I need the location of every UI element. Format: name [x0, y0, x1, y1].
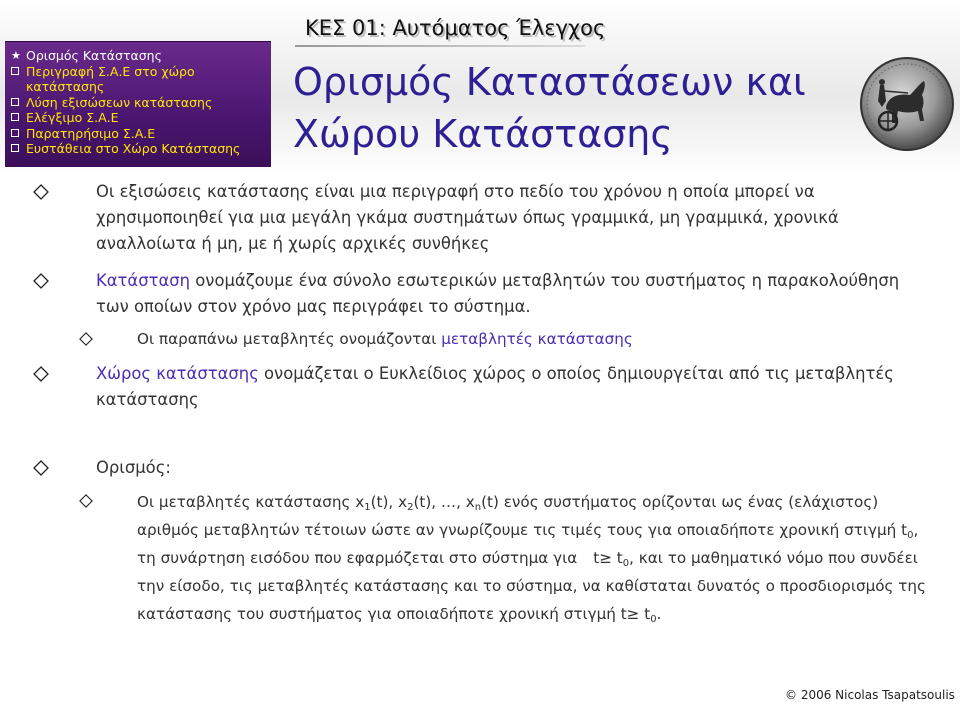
diamond-bullet-icon	[79, 494, 93, 508]
checkbox-icon	[11, 98, 19, 106]
term-state-space: Χώρος κατάστασης	[96, 364, 259, 383]
heading-line-2: Χώρου Κατάστασης	[293, 112, 673, 156]
nav-item-label: Ορισμός Κατάστασης	[26, 48, 162, 63]
checkbox-icon	[11, 144, 19, 152]
nav-item-state-space-description[interactable]	[11, 64, 265, 95]
diamond-bullet-icon	[33, 366, 49, 382]
nav-item-controllability[interactable]	[11, 110, 265, 126]
sub-bullet-definition: Οι μεταβλητές κατάστασης $x_1(t)$, $x_2(t)$, …, $x_n(t)$ ενός συστήματος ορίζονται ως ένας (ελάχιστος) αριθμός μεταβλητών τέτοιων ώστε αν γνωρίζουμε τις τιμές τους για οποιαδήποτε χρονική στιγμή $t_0$, τη συνάρτηση εισόδου που εφαρμόζεται στο σύστημα για $t\ge t_0$, και το μαθηματικό νόμο που συνδέει την είσοδο, τις μεταβλητές κατάστασης και το σύστημα, να καθίσταται δυνατός ο προσδιορισμός της κατάστασης του συστήματος για οποιαδήποτε χρονική στιγμή $t\ge t_0$.	[137, 493, 926, 625]
nav-item-observability[interactable]	[11, 126, 265, 142]
nav-item-label: Παρατηρήσιμο Σ.Α.Ε	[26, 125, 156, 141]
diamond-bullet-icon	[33, 460, 49, 476]
bullet-state-space: Χώρος κατάστασης ονομάζεται ο Ευκλείδιος χώρος ο οποίος δημιουργείται από τις μεταβλητές κατάστασης	[96, 364, 894, 409]
bullet-definition-heading: Ορισμός:	[96, 458, 171, 477]
nav-item-label: Ελέγξιμο Σ.Α.Ε	[26, 110, 119, 125]
nav-item-label: Περιγραφή Σ.Α.Ε στο χώρο κατάστασης	[26, 63, 195, 94]
nav-item-state-definition[interactable]	[11, 48, 265, 64]
ancient-coin-image	[858, 55, 956, 153]
copyright-notice: © 2006 Nicolas Tsapatsoulis	[785, 688, 955, 702]
checkbox-icon	[11, 67, 19, 75]
diamond-bullet-icon	[79, 332, 93, 346]
slide-heading	[293, 56, 853, 160]
nav-item-stability[interactable]	[11, 141, 265, 157]
star-icon: ★	[11, 49, 21, 62]
diamond-bullet-icon	[33, 184, 49, 200]
diamond-bullet-icon	[33, 273, 49, 289]
checkbox-icon	[11, 113, 19, 121]
bullet-state-definition: Κατάσταση ονομάζουμε ένα σύνολο εσωτερικών μεταβλητών του συστήματος η παρακολούθηση των οποίων στον χρόνο μας περιγράφει το σύστημα.	[96, 271, 900, 316]
heading-line-1: Ορισμός Καταστάσεων και	[293, 60, 806, 104]
navigation-menu	[5, 41, 271, 167]
nav-item-label: Ευστάθεια στο Χώρο Κατάστασης	[26, 141, 241, 156]
checkbox-icon	[11, 129, 19, 137]
bullet-state-equations: Οι εξισώσεις κατάστασης είναι μια περιγραφή στο πεδίο του χρόνου η οποία μπορεί να χρησιμοποιηθεί για μια μεγάλη γκάμα συστημάτων όπως γραμμικά, μη γραμμικά, χρονικά αναλλοίωτα ή μη, με ή χωρίς αρχικές συνθήκες	[96, 182, 839, 253]
nav-item-state-equation-solution[interactable]	[11, 95, 265, 111]
sub-bullet-state-variables: Οι παραπάνω μεταβλητές ονομάζονται μεταβλητές κατάστασης	[137, 330, 633, 348]
term-state-variables: μεταβλητές κατάστασης	[441, 330, 633, 348]
course-title-underline	[295, 45, 585, 47]
course-title: ΚΕΣ 01: Αυτόματος Έλεγχος	[305, 16, 606, 40]
term-state: Κατάσταση	[96, 271, 191, 290]
nav-item-label: Λύση εξισώσεων κατάστασης	[26, 94, 213, 110]
